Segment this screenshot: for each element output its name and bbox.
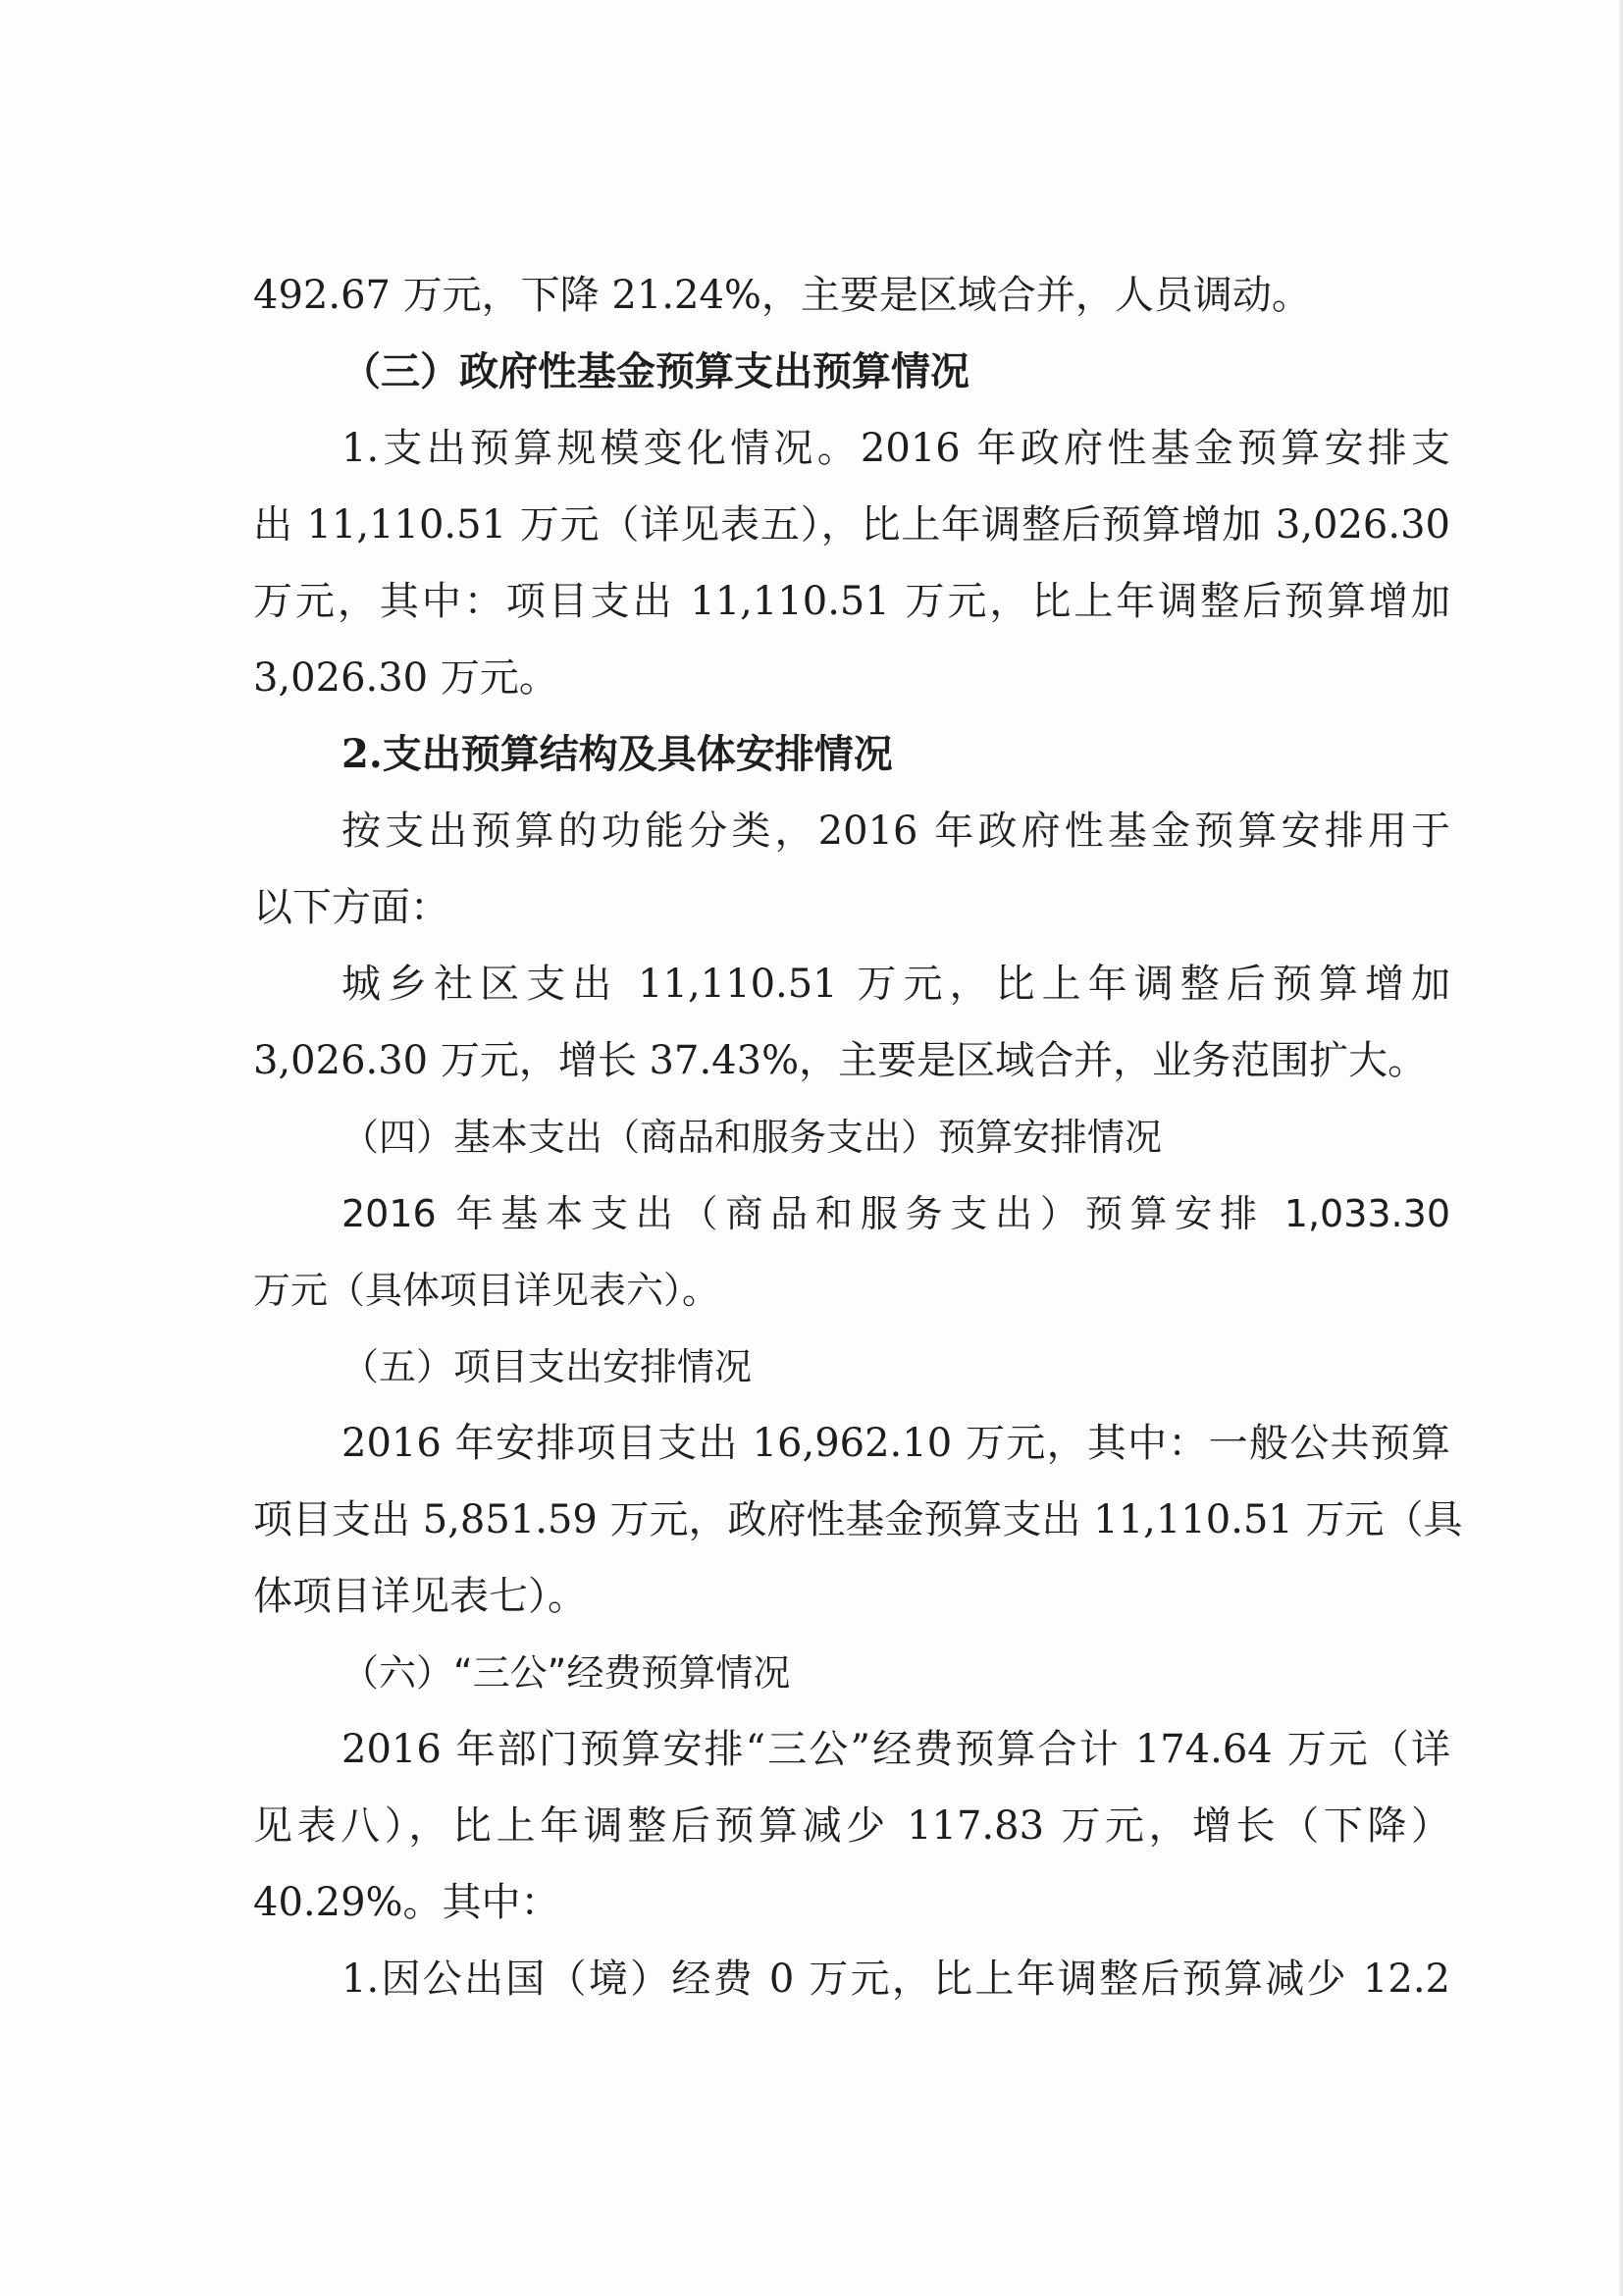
subsection-heading-2: 2.支出预算结构及具体安排情况 [341, 731, 893, 777]
page-edge-shadow [1619, 0, 1623, 2296]
subsection-1-line-1: 1.支出预算规模变化情况。2016 年政府性基金预算安排支 [341, 426, 1450, 471]
subsection-1-line-4: 3,026.30 万元。 [253, 655, 558, 701]
section-heading-3: （三）政府性基金预算支出预算情况 [341, 348, 969, 394]
function-category-line-2: 以下方面： [253, 885, 449, 930]
document-body [253, 257, 1463, 2017]
urban-rural-line-2: 3,026.30 万元，增长 37.43%，主要是区域合并，业务范围扩大。 [253, 1038, 1428, 1083]
section-heading-6: （六）“三公”经费预算情况 [341, 1651, 791, 1695]
urban-rural-line-1: 城乡社区支出 11,110.51 万元，比上年调整后预算增加 [341, 962, 1450, 1007]
three-public-line-1: 2016 年部门预算安排“三公”经费预算合计 174.64 万元（详 [341, 1727, 1450, 1772]
subsection-1-line-3: 万元，其中：项目支出 11,110.51 万元，比上年调整后预算增加 [253, 579, 1450, 624]
function-category-line-1: 按支出预算的功能分类，2016 年政府性基金预算安排用于 [341, 809, 1450, 854]
project-expense-line-3: 体项目详见表七）。 [253, 1574, 587, 1619]
subsection-1-line-2: 出 11,110.51 万元（详见表五），比上年调整后预算增加 3,026.30 [253, 502, 1450, 548]
three-public-line-2: 见表八），比上年调整后预算减少 117.83 万元，增长（下降） [253, 1803, 1450, 1849]
basic-expense-line-1: 2016 年基本支出（商品和服务支出）预算安排 1,033.30 [341, 1192, 1450, 1235]
project-expense-line-1: 2016 年安排项目支出 16,962.10 万元，其中：一般公共预算 [341, 1421, 1450, 1466]
paragraph-line-continuation: 492.67 万元，下降 21.24%，主要是区域合并，人员调动。 [253, 273, 1311, 318]
project-expense-line-2: 项目支出 5,851.59 万元，政府性基金预算支出 11,110.51 万元（具 [253, 1497, 1463, 1542]
three-public-line-3: 40.29%。其中： [253, 1880, 560, 1925]
overseas-expense-line-1: 1.因公出国（境）经费 0 万元，比上年调整后预算减少 12.2 [341, 1957, 1450, 2002]
basic-expense-line-2: 万元（具体项目详见表六）。 [253, 1269, 720, 1312]
section-heading-5: （五）项目支出安排情况 [341, 1345, 753, 1388]
section-heading-4: （四）基本支出（商品和服务支出）预算安排情况 [341, 1116, 1163, 1159]
